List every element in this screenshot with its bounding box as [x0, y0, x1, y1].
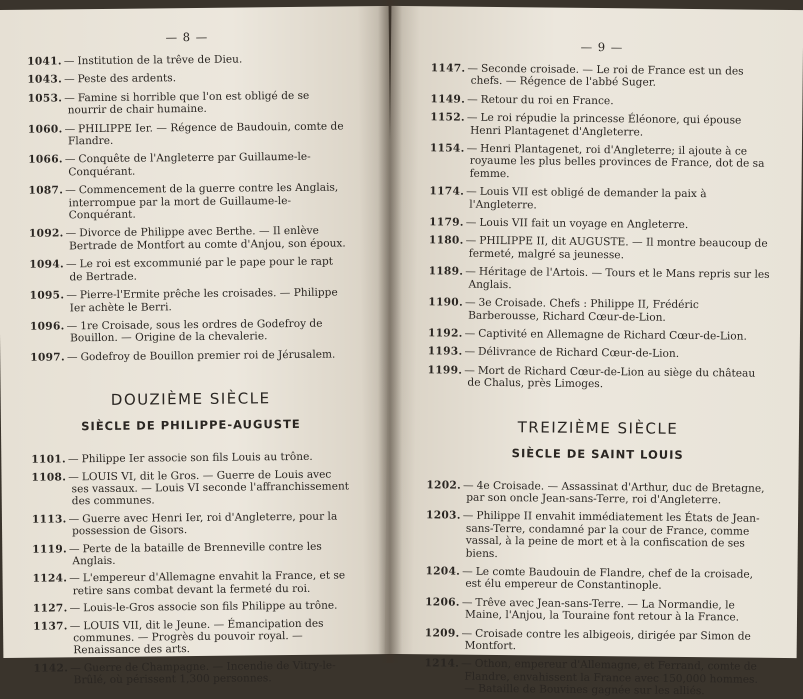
- entry-text: Commencement de la guerre contre les Anglais, interrompue par la mort de Guillaume-le-Conquérant.: [68, 181, 339, 222]
- page-number: — 9 —: [580, 39, 624, 55]
- chronology-entry: [430, 111, 772, 139]
- entry-dash: —: [467, 93, 478, 106]
- entry-text: 3e Croisade. Chefs : Philippe II, Frédéric Barberousse, Richard Cœur-de-Lion.: [468, 296, 699, 324]
- entry-year: 1041.: [27, 55, 62, 68]
- entry-text: Philippe II envahit immédiatement les États de Jean-sans-Terre, condamné par la cour de France, comme vassal, à la peine de mort et à la confiscation de ses biens.: [465, 510, 760, 560]
- entry-dash: —: [464, 327, 476, 340]
- entry-text: Seconde croisade. — Le roi de France est un des chefs. — Régence de l'abbé Suger.: [470, 62, 744, 90]
- entry-text: LOUIS VI, dit le Gros. — Guerre de Louis avec ses vassaux. — Louis VI seconde l'affranchissement des communes.: [71, 468, 350, 508]
- entry-year: 1154.: [429, 142, 465, 155]
- entry-text: Pierre-l'Ermite prêche les croisades. — Philippe Ier achète le Berri.: [69, 286, 338, 314]
- entry-text: 1re Croisade, sous les ordres de Godefroy de Bouillon. — Origine de la chevalerie.: [69, 317, 323, 345]
- entry-dash: —: [63, 55, 75, 68]
- century-subtitle: SIÈCLE DE PHILIPPE-AUGUSTE: [81, 417, 301, 434]
- entry-text: Louis VII fait un voyage en Angleterre.: [479, 216, 689, 232]
- entry-list: [31, 451, 353, 688]
- entry-year: 1096.: [29, 320, 65, 333]
- entry-dash: —: [462, 509, 474, 523]
- chronology-entry: [428, 296, 770, 324]
- entry-dash: —: [464, 296, 476, 309]
- entry-year: 1180.: [428, 234, 464, 248]
- chronology-entry: [425, 596, 767, 624]
- entry-year: 1094.: [29, 258, 65, 272]
- entry-dash: —: [461, 658, 472, 671]
- chronology-entry: [426, 479, 768, 507]
- chronology-entry: [429, 216, 771, 232]
- entry-dash: —: [63, 73, 75, 86]
- chronology-entry: [424, 658, 766, 699]
- chronology-entry: [27, 52, 347, 68]
- entry-text: Godefroy de Bouillon premier roi de Jérusalem.: [80, 348, 336, 363]
- entry-year: 1113.: [31, 513, 67, 526]
- entry-dash: —: [65, 258, 77, 271]
- entry-dash: —: [463, 479, 474, 492]
- entry-text: Divorce de Philippe avec Berthe. — Il enlève Bertrade de Montfort au comte d'Anjou, son époux.: [69, 225, 346, 253]
- entry-dash: —: [64, 122, 76, 135]
- chronology-entry: [28, 120, 348, 148]
- chronology-entry: [33, 570, 353, 598]
- entry-text: Croisade contre les albigeois, dirigée par Simon de Montfort.: [464, 627, 751, 653]
- entry-year: 1199.: [427, 363, 463, 377]
- entry-year: 1189.: [428, 265, 464, 278]
- book-gutter: [378, 0, 402, 663]
- entry-text: Famine si horrible que l'on est obligé de se nourrir de chair humaine.: [67, 89, 310, 117]
- entry-year: 1193.: [427, 345, 463, 358]
- entry-year: 1214.: [424, 657, 460, 671]
- entry-text: Louis-le-Gros associe son fils Philippe au trône.: [83, 599, 338, 615]
- entry-dash: —: [68, 512, 80, 526]
- entry-text: Henri Plantagenet, roi d'Angleterre; il ajoute à ce royaume les plus belles provinces de France, dot de sa femme.: [469, 142, 765, 180]
- chronology-entry: [29, 225, 349, 253]
- entry-year: 1108.: [31, 470, 67, 484]
- entry-dash: —: [66, 350, 78, 364]
- chronology-entry: [428, 327, 770, 343]
- entry-year: 1142.: [33, 662, 69, 675]
- chronology-entry: [31, 468, 351, 509]
- chronology-entry: [31, 451, 351, 467]
- chronology-entry: [27, 89, 347, 117]
- entry-year: 1066.: [28, 153, 63, 167]
- entry-dash: —: [464, 345, 476, 359]
- entry-text: Perte de la bataille de Brenneville contre les Anglais.: [72, 540, 322, 568]
- entry-year: 1053.: [27, 92, 63, 105]
- entry-dash: —: [466, 111, 478, 124]
- entry-year: 1060.: [27, 123, 63, 136]
- chronology-entry: [428, 266, 770, 294]
- entry-dash: —: [465, 216, 477, 229]
- entry-text: Institution de la trêve de Dieu.: [77, 53, 243, 68]
- entry-year: 1204.: [425, 565, 461, 578]
- entry-dash: —: [461, 627, 473, 640]
- entry-year: 1127.: [32, 602, 68, 615]
- entry-year: 1203.: [426, 509, 461, 522]
- entry-text: Retour du roi en France.: [480, 93, 614, 108]
- entry-year: 1202.: [426, 478, 462, 492]
- entry-list: [424, 479, 768, 699]
- entry-year: 1149.: [430, 93, 466, 106]
- entry-dash: —: [65, 227, 77, 240]
- entry-dash: —: [68, 470, 79, 483]
- chronology-entry: [30, 286, 350, 314]
- entry-text: 4e Croisade. — Assassinat d'Arthur, duc de Bretagne, par son oncle Jean-sans-Terre, roi d'Angleterre.: [466, 479, 765, 507]
- chronology-entry: [427, 364, 769, 392]
- entry-year: 1124.: [32, 572, 68, 586]
- chronology-entry: [33, 617, 353, 658]
- entry-text: Guerre de Champagne. — Incendie de Vitry-le-Brûlé, où périssent 1,300 personnes.: [73, 659, 336, 687]
- chronology-entry: [27, 71, 347, 87]
- entry-year: 1101.: [31, 453, 67, 466]
- chronology-entry: [28, 151, 348, 179]
- chronology-entry: [425, 565, 767, 593]
- chronology-entry: [28, 182, 348, 223]
- entry-year: 1119.: [32, 542, 68, 556]
- chronology-entry: [431, 62, 773, 90]
- entry-dash: —: [66, 289, 77, 302]
- century-subtitle: SIÈCLE DE SAINT LOUIS: [511, 445, 684, 462]
- chronology-entry: [429, 186, 771, 214]
- entry-text: LOUIS VII, dit le Jeune. — Émancipation des communes. — Progrès du pouvoir royal. — Renaissance des arts.: [73, 617, 324, 657]
- entry-text: Le roi est excommunié par le pape pour le rapt de Bertrade.: [69, 255, 334, 284]
- right-page: [385, 6, 803, 698]
- entry-year: 1043.: [27, 73, 63, 87]
- entry-text: Délivrance de Richard Cœur-de-Lion.: [478, 346, 680, 361]
- chronology-entry: [32, 510, 352, 538]
- entry-text: Le roi répudie la princesse Éléonore, qui épouse Henri Plantagenet d'Angleterre.: [470, 112, 742, 139]
- entry-dash: —: [466, 185, 477, 199]
- chronology-entry: [426, 510, 769, 563]
- entry-dash: —: [67, 453, 79, 466]
- entry-year: 1095.: [29, 289, 65, 302]
- entry-dash: —: [466, 142, 478, 155]
- entry-text: Louis VII est obligé de demander la paix à l'Angleterre.: [469, 186, 707, 212]
- entry-text: Mort de Richard Cœur-de-Lion au siège du château de Chalus, près Limoges.: [467, 364, 756, 391]
- entry-text: Trêve avec Jean-sans-Terre. — La Normandie, le Maine, l'Anjou, la Touraine font retour à la France.: [464, 596, 740, 624]
- entry-year: 1174.: [429, 185, 465, 198]
- entry-dash: —: [467, 62, 479, 75]
- entry-dash: —: [70, 662, 81, 675]
- entry-text: PHILIPPE II, dit AUGUSTE. — Il montre beaucoup de fermeté, malgré sa jeunesse.: [468, 235, 768, 262]
- entry-dash: —: [68, 542, 80, 555]
- entry-year: 1147.: [430, 62, 466, 75]
- entry-text: Conquête de l'Angleterre par Guillaume-le-Conquérant.: [68, 151, 311, 179]
- chronology-entry: [33, 659, 353, 687]
- chronology-entry: [30, 317, 350, 345]
- entry-list: [427, 62, 772, 392]
- entry-dash: —: [66, 320, 78, 333]
- page-number: — 8 —: [165, 29, 209, 45]
- century-title: TREIZIÈME SIÈCLE: [517, 417, 679, 438]
- entry-dash: —: [64, 92, 75, 105]
- entry-year: 1092.: [28, 227, 64, 241]
- entry-text: Guerre avec Henri Ier, roi d'Angleterre, pour la possession de Gisors.: [72, 510, 338, 538]
- entry-dash: —: [461, 596, 473, 609]
- chronology-entry: [429, 235, 771, 263]
- chronology-entry: [430, 93, 772, 109]
- chronology-entry: [33, 600, 353, 616]
- entry-year: 1206.: [425, 596, 460, 609]
- entry-dash: —: [69, 602, 81, 615]
- entry-year: 1179.: [429, 216, 464, 229]
- entry-dash: —: [65, 184, 76, 197]
- entry-year: 1190.: [428, 296, 464, 309]
- entry-dash: —: [69, 572, 80, 585]
- chronology-entry: [32, 540, 352, 568]
- entry-year: 1209.: [424, 626, 460, 640]
- entry-dash: —: [462, 565, 473, 578]
- chronology-entry: [428, 346, 770, 362]
- entry-text: PHILIPPE Ier. — Régence de Baudouin, comte de Flandre.: [67, 120, 344, 148]
- entry-text: Héritage de l'Artois. — Tours et le Mans repris sur les Anglais.: [468, 266, 770, 291]
- entry-year: 1137.: [33, 619, 68, 633]
- entry-dash: —: [465, 235, 477, 248]
- entry-list: [27, 52, 350, 363]
- century-title: DOUZIÈME SIÈCLE: [110, 389, 271, 410]
- entry-text: Peste des ardents.: [77, 72, 177, 86]
- entry-year: 1152.: [430, 111, 465, 124]
- entry-dash: —: [69, 619, 81, 632]
- chronology-entry: [30, 348, 350, 364]
- chronology-entry: [29, 256, 349, 284]
- entry-year: 1192.: [427, 327, 463, 340]
- entry-year: 1097.: [30, 351, 66, 364]
- entry-text: L'empereur d'Allemagne envahit la France, et se retire sans combat devant la fermeté du roi.: [72, 569, 346, 598]
- entry-text: Captivité en Allemagne de Richard Cœur-de-Lion.: [478, 327, 747, 343]
- chronology-entry: [430, 142, 772, 183]
- entry-text: Le comte Baudouin de Flandre, chef de la croisade, est élu empereur de Constantinople.: [465, 565, 754, 593]
- entry-text: Philippe Ier associe son fils Louis au trône.: [81, 450, 313, 466]
- entry-dash: —: [464, 364, 475, 377]
- left-page: [0, 6, 395, 687]
- entry-text: Othon, empereur d'Allemagne, et Ferrand, comte de Flandre, envahissent la France avec 150,000 hommes. — Bataille de Bouvines gagnée sur les alliés.: [464, 658, 758, 698]
- chronology-entry: [425, 627, 767, 655]
- entry-dash: —: [465, 265, 476, 279]
- entry-year: 1087.: [28, 184, 64, 197]
- entry-dash: —: [64, 153, 76, 166]
